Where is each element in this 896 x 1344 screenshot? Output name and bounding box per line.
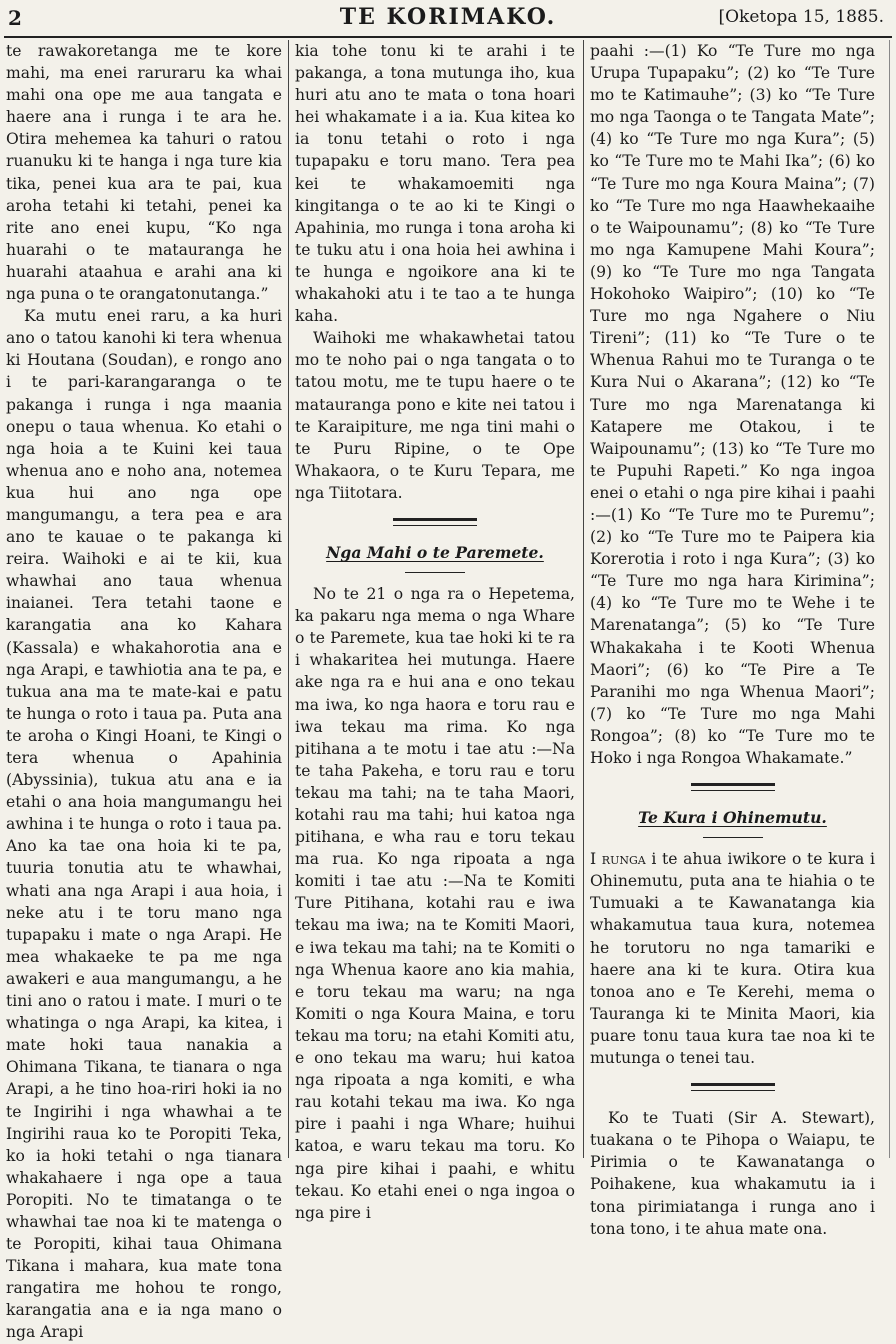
section-divider — [691, 783, 775, 791]
publication-title: TE KORIMAKO. — [339, 4, 557, 30]
paragraph-body: i te ahua iwikore o te kura i Ohinemutu, puta ana te hiahia o te Tumuaki a te Kawanatanga kia whakamutua taua kura, notemea he torutoru no nga tamariki e haere ana ki te kura. Otira kua tonoa ano e Te Kerehi, mema o Tauranga ki te Minita Maori, kia puare tonu taua kura tae noa ki te mutunga o tenei tau. — [590, 850, 875, 1068]
paragraph: Waihoki me whakawhetai tatou mo te noho pai o nga tangata o to tatou motu, me te tupu haere o te matauranga pono e kite nei tatou i te Karaipiture, me nga tini mahi o te Puru Ripine, o te Ope Whakaora, o te Kuru Tepara, me nga Tiitotara. — [295, 329, 575, 502]
section-heading: Nga Mahi o te Paremete. — [326, 542, 544, 562]
page-number: 2 — [8, 6, 22, 30]
column-1 — [6, 40, 282, 1342]
heading-rule — [703, 837, 763, 838]
issue-date: [Oketopa 15, 1885. — [718, 7, 884, 27]
paragraph — [590, 848, 875, 1069]
paragraph: No te 21 o nga ra o Hepetema, ka pakaru nga mema o nga Whare o te Paremete, kua tae hoki ki te ra i whakaritea hei mutunga. Haere ake nga ra e hui ana e ono tekau ma iwa, ko nga haora e toru rau e iwa tekau ma rima. Ko nga pitihana a te motu i tae atu :—Na te taha Pakeha, e toru rau e toru tekau ma tahi; na te taha Maori, kotahi rau ma tahi; hui katoa nga pitihana, e wha rau e toru tekau ma rua. Ko nga ripoata a nga komiti i tae atu :—Na te Komiti Ture Pitihana, kotahi rau e iwa tekau ma iwa; na te Komiti Maori, e iwa tekau ma tahi; na te Komiti o nga Whenua kaore ano kia mahia, e toru tekau ma waru; na nga Komiti o nga Koura Maina, e toru tekau ma toru; na etahi Komiti atu, e ono tekau ma waru; hui katoa nga ripoata a nga komiti, e wha rau kotahi tekau ma iwa. Ko nga pire i paahi i nga Whare; huihui katoa, e waru tekau ma toru. Ko nga pire kihai i paahi, e whitu tekau. Ko etahi enei o nga ingoa o nga pire i — [295, 585, 575, 1222]
column-2 — [295, 40, 575, 1222]
paragraph: paahi :—(1) Ko “Te Ture mo nga Urupa Tupapaku”; (2) ko “Te Ture mo te Katimauhe”; (3) ko “Te Ture mo nga Taonga o te Tangata Mate”; (4) ko “Te Ture mo nga Kura”; (5) ko “Te Ture mo te Mahi Ika”; (6) ko “Te Ture mo nga Koura Maina”; (7) ko “Te Ture mo nga Haawhekaaihe o te Waipounamu”; (8) ko “Te Ture mo nga Kamupene Mahi Koura”; (9) ko “Te Ture mo nga Tangata Hokohoko Waipiro”; (10) ko “Te Ture mo nga Ngahere o Niu Tireni”; (11) ko “Te Ture o te Whenua Rahui mo te Turanga o te Kura Nui o Akarana”; (12) ko “Te Ture mo nga Marenatanga ki Katapere me Otakou, i te Waipounamu”; (13) ko “Te Ture mo te Pupuhi Rapeti.” Ko nga ingoa enei o etahi o nga pire kihai i paahi :—(1) Ko “Te Ture mo te Puremu”; (2) ko “Te Ture mo te Paipera kia Korerotia i roto i nga Kura”; (3) ko “Te Ture mo nga hara Kirimina”; (4) ko “Te Ture mo te Wehe i te Marenatanga”; (5) ko “Te Ture Whakakaha i te Kooti Whenua Maori”; (6) ko “Te Pire a Te Paranihi mo nga Whenua Maori”; (7) ko “Te Ture mo nga Mahi Rongoa”; (8) ko “Te Ture mo te Hoko i nga Rongoa Whakamate.” — [590, 42, 875, 767]
column-rule — [288, 40, 289, 1158]
paragraph: Ko te Tuati (Sir A. Stewart), tuakana o te Pihopa o Waiapu, te Pirimia o te Kawanatanga o Poihakene, kua whakamutu ia i tona pirimiatanga i runga ano i tona tono, i te ahua mate ona. — [590, 1109, 875, 1238]
paragraph: te rawakoretanga me te kore mahi, ma enei raruraru ka whai mahi ona ope me aua tangata e haere ana i runga i te ara he. Otira mehemea ka tahuri o ratou ruanuku ki te hanga i nga ture kia tika, penei kua ara te pai, kua aroha tetahi ki tetahi, penei ka rite ano enei kupu, “Ko nga huarahi o te matauranga he huarahi ataahua e arahi ana ki nga puna o te orangatonutanga.” — [6, 42, 282, 304]
lead-in: I runga — [590, 850, 646, 869]
section-divider — [393, 518, 477, 526]
section-heading: Te Kura i Ohinemutu. — [638, 808, 827, 828]
heading-rule — [405, 572, 465, 573]
column-3 — [590, 40, 875, 1238]
paragraph: kia tohe tonu ki te arahi i te pakanga, a tona mutunga iho, kua huri atu ano te mata o tona hoari hei whakamate i a ia. Kua kitea ko ia tonu tetahi o roto i nga tupapaku e toru mano. Tera pea kei te whakamoemiti nga kingitanga o te ao ki te Kingi o Apahinia, mo runga i tona aroha ki te tuku atu i ona hoia hei awhina i te hunga e ngoikore ana ki te whakahoki atu i te tao a te hunga kaha. — [295, 42, 575, 326]
column-rule — [583, 40, 584, 1158]
section-divider — [691, 1083, 775, 1091]
paragraph: Ka mutu enei raru, a ka huri ano o tatou kanohi ki tera whenua ki Houtana (Soudan), e rongo ano i te pari-karangaranga o te pakanga i runga i nga maania onepu o taua whenua. Ko etahi o nga hoia a te Kuini kei taua whenua ano e noho ana, notemea kua hui ano nga ope mangumangu, a tera pea e ara ano te kauae o te pakanga ki reira. Waihoki e ai te kii, kua whawhai ano taua whenua inaianei. Tera tetahi taone e karangatia ana ko Kahara (Kassala) e whakahorotia ana e nga Arapi, e tawhiotia ana te pa, e tukua ana ma te mate-kai e patu te hunga o roto i taua pa. Puta ana te aroha o Kingi Hoani, te Kingi o tera whenua o Apahinia (Abyssinia), tukua atu ana e ia etahi o ana hoia mangumangu hei awhina i te hunga o roto i taua pa. Ano ka tae ona hoia ki te pa, tuuria tonutia atu te whawhai, whati ana nga Arapi i aua hoia, i neke atu i te toru mano nga tupapaku i mate o nga Arapi. He mea whakaeke te pa me nga awakeri e aua mangumangu, a he tini ano o ratou i mate. I muri o te whatinga o nga Arapi, ka kitea, i mate hoki taua nanakia a Ohimana Tikana, te tianara o nga Arapi, a he tino hoa-riri hoki ia no te Ingirihi i nga whawhai a te Ingirihi raua ko te Poropiti Teka, ko ia hoki tetahi o nga tianara whakahaere i nga ope a taua Poropiti. No te timatanga o te whawhai tae noa ki te matenga o te Poropiti, kihai taua Ohimana Tikana i mahara, kua mate tona rangatira me hohou te rongo, karangatia ana e ia nga mano o nga Arapi — [6, 307, 282, 1342]
masthead — [0, 0, 896, 40]
page-edge-rule — [889, 40, 890, 1158]
header-rule — [4, 36, 892, 38]
